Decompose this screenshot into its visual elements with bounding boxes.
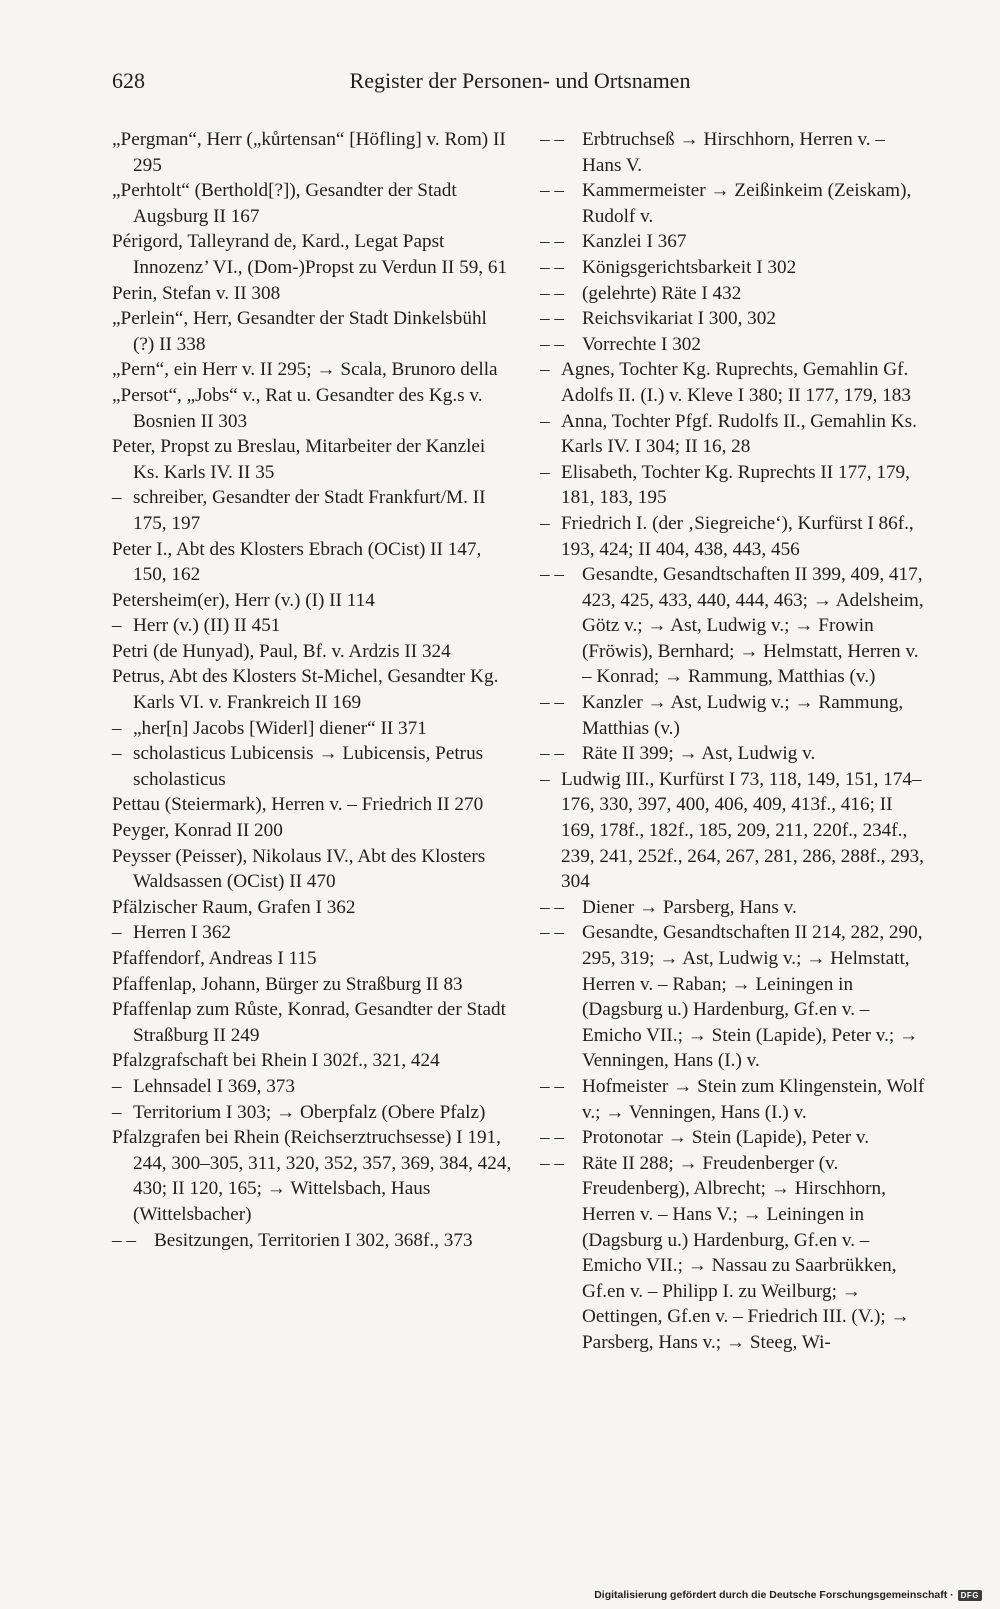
footer bbox=[594, 1589, 982, 1601]
entry-dash: – bbox=[112, 615, 122, 637]
index-entry bbox=[540, 357, 926, 408]
entry-dash: – – bbox=[540, 1127, 564, 1149]
index-entry bbox=[112, 127, 512, 178]
index-entry bbox=[540, 690, 926, 741]
entry-text: Hofmeister → Stein zum Klingenstein, Wolf v.; → Venningen, Hans (I.) v. bbox=[582, 1075, 925, 1123]
entry-text: Lehnsadel I 369, 373 bbox=[133, 1075, 295, 1097]
index-entry bbox=[112, 639, 512, 665]
index-entry bbox=[540, 409, 926, 460]
index-entry bbox=[112, 357, 512, 383]
index-entry bbox=[540, 562, 926, 690]
index-entry bbox=[540, 741, 926, 767]
left-column bbox=[112, 127, 512, 1253]
index-entry bbox=[540, 306, 926, 332]
entry-text: Kammermeister → Zeißinkeim (Zeiskam), Rudolf v. bbox=[582, 180, 912, 227]
entry-text: „Pern“, ein Herr v. II 295; → Scala, Brunoro della bbox=[112, 359, 498, 381]
entry-text: Anna, Tochter Pfgf. Rudolfs II., Gemahlin Ks. Karls IV. I 304; II 16, 28 bbox=[561, 410, 917, 458]
entry-dash: – – bbox=[540, 922, 564, 944]
entry-text: Perin, Stefan v. II 308 bbox=[112, 282, 281, 304]
entry-text: Gesandte, Gesandtschaften II 399, 409, 417, 423, 425, 433, 440, 444, 463; → Adelsheim, Götz v.; → Ast, Ludwig v.; → Frowin (Fröwis), Bernhard; → Helmstatt, Herren v. – Konrad; → Rammung, Matthias (v.) bbox=[582, 564, 924, 688]
index-entry bbox=[112, 537, 512, 588]
index-entry bbox=[112, 1074, 512, 1100]
index-entry bbox=[540, 767, 926, 895]
entry-text: scholasticus Lubicensis → Lubicensis, Petrus scholasticus bbox=[133, 743, 484, 790]
entry-text: Protonotar → Stein (Lapide), Peter v. bbox=[582, 1127, 870, 1149]
entry-dash: – – bbox=[540, 256, 564, 278]
entry-dash: – – bbox=[540, 282, 564, 304]
entry-text: Pfalzgrafen bei Rhein (Reichserztruchsesse) I 191, 244, 300–305, 311, 320, 352, 357, 369, 384, 424, 430; II 120, 165; → Wittelsbach, Haus (Wittelsbacher) bbox=[112, 1127, 512, 1225]
index-entry bbox=[112, 895, 512, 921]
entry-text: Ludwig III., Kurfürst I 73, 118, 149, 151, 174–176, 330, 397, 400, 406, 409, 413f., 416; II 169, 178f., 182f., 185, 209, 211, 220f., 234f., 239, 241, 252f., 264, 267, 281, 286, 288f., 293, 304 bbox=[561, 768, 924, 893]
index-entry bbox=[112, 844, 512, 895]
entry-text: Elisabeth, Tochter Kg. Ruprechts II 177, 179, 181, 183, 195 bbox=[561, 461, 910, 509]
entry-text: „her[n] Jacobs [Widerl] diener“ II 371 bbox=[133, 717, 427, 739]
page-header bbox=[112, 68, 908, 100]
entry-dash: – bbox=[540, 768, 550, 790]
index-entry bbox=[540, 920, 926, 1074]
entry-text: Diener → Parsberg, Hans v. bbox=[582, 896, 797, 918]
entry-text: „Persot“, „Jobs“ v., Rat u. Gesandter des Kg.s v. Bosnien II 303 bbox=[112, 384, 483, 432]
index-entry bbox=[112, 1125, 512, 1227]
index-entry bbox=[112, 997, 512, 1048]
entry-text: schreiber, Gesandter der Stadt Frankfurt/M. II 175, 197 bbox=[133, 487, 486, 534]
entry-dash: – – bbox=[540, 231, 564, 253]
entry-text: Gesandte, Gesandtschaften II 214, 282, 290, 295, 319; → Ast, Ludwig v.; → Helmstatt, Herren v. – Raban; → Leiningen in (Dagsburg u.) Hardenburg, Gf.en v. – Emicho VII.; → Stein (Lapide), Peter v.; → Venningen, Hans (I.) v. bbox=[582, 922, 923, 1072]
entry-text: „Pergman“, Herr („kůrtensan“ [Höfling] v. Rom) II 295 bbox=[112, 129, 506, 176]
entry-text: Räte II 399; → Ast, Ludwig v. bbox=[582, 743, 816, 765]
entry-dash: – – bbox=[112, 1229, 136, 1251]
footer-text: Digitalisierung gefördert durch die Deutsche Forschungsgemeinschaft · bbox=[594, 1589, 954, 1601]
index-entry bbox=[112, 818, 512, 844]
entry-text: Pfaffendorf, Andreas I 115 bbox=[112, 948, 317, 969]
entry-text: Territorium I 303; → Oberpfalz (Obere Pfalz) bbox=[133, 1101, 486, 1123]
index-entry bbox=[540, 127, 926, 178]
index-entry bbox=[112, 588, 512, 614]
index-entry bbox=[112, 383, 512, 434]
entry-text: Kanzler → Ast, Ludwig v.; → Rammung, Matthias (v.) bbox=[582, 692, 904, 739]
entry-dash: – – bbox=[540, 129, 564, 150]
entry-dash: – bbox=[112, 1075, 122, 1097]
index-entry bbox=[112, 434, 512, 485]
entry-dash: – bbox=[112, 922, 122, 944]
entry-text: (gelehrte) Räte I 432 bbox=[582, 282, 742, 304]
entry-text: Vorrechte I 302 bbox=[582, 333, 701, 355]
index-entry bbox=[112, 716, 512, 742]
entry-dash: – – bbox=[540, 180, 564, 202]
index-entry bbox=[540, 178, 926, 229]
entry-text: Peter I., Abt des Klosters Ebrach (OCist) II 147, 150, 162 bbox=[112, 538, 482, 586]
index-entry bbox=[112, 229, 512, 280]
entry-dash: – – bbox=[540, 896, 564, 918]
index-entry bbox=[112, 741, 512, 792]
index-entry bbox=[112, 1048, 512, 1074]
page-number: 628 bbox=[112, 68, 145, 93]
entry-text: Pettau (Steiermark), Herren v. – Friedrich II 270 bbox=[112, 794, 484, 816]
entry-text: Agnes, Tochter Kg. Ruprechts, Gemahlin Gf. Adolfs II. (I.) v. Kleve I 380; II 177, 179, 183 bbox=[561, 359, 911, 406]
entry-dash: – – bbox=[540, 743, 564, 765]
index-entry bbox=[112, 1100, 512, 1126]
index-entry bbox=[540, 281, 926, 307]
entry-text: Pfalzgrafschaft bei Rhein I 302f., 321, 424 bbox=[112, 1050, 440, 1072]
entry-text: Pfaffenlap zum Růste, Konrad, Gesandter der Stadt Straßburg II 249 bbox=[112, 999, 506, 1046]
entry-text: Pfaffenlap, Johann, Bürger zu Straßburg II 83 bbox=[112, 973, 463, 995]
entry-text: Peter, Propst zu Breslau, Mitarbeiter der Kanzlei Ks. Karls IV. II 35 bbox=[112, 436, 486, 483]
entry-text: Kanzlei I 367 bbox=[582, 231, 687, 253]
entry-dash: – bbox=[540, 359, 550, 381]
entry-dash: – – bbox=[540, 564, 564, 586]
index-entry bbox=[540, 229, 926, 255]
index-entry bbox=[112, 178, 512, 229]
index-entry bbox=[540, 255, 926, 281]
entry-dash: – – bbox=[540, 1075, 564, 1097]
entry-dash: – bbox=[112, 743, 122, 765]
index-entry bbox=[112, 613, 512, 639]
entry-dash: – bbox=[112, 717, 122, 739]
right-column bbox=[540, 127, 926, 1356]
entry-text: Périgord, Talleyrand de, Kard., Legat Papst Innozenz’ VI., (Dom-)Propst zu Verdun II 59, 61 bbox=[112, 231, 508, 278]
entry-text: Peysser (Peisser), Nikolaus IV., Abt des Klosters Waldsassen (OCist) II 470 bbox=[112, 845, 486, 893]
entry-dash: – bbox=[112, 1101, 122, 1123]
entry-text: Königsgerichtsbarkeit I 302 bbox=[582, 256, 797, 278]
index-entry bbox=[540, 332, 926, 358]
index-entry bbox=[540, 511, 926, 562]
entry-dash: – bbox=[112, 487, 122, 509]
entry-dash: – bbox=[540, 410, 550, 432]
entry-dash: – – bbox=[540, 1152, 564, 1174]
index-entry bbox=[540, 895, 926, 921]
entry-text: Petrus, Abt des Klosters St-Michel, Gesandter Kg. Karls VI. v. Frankreich II 169 bbox=[112, 666, 499, 714]
index-entry bbox=[112, 664, 512, 715]
entry-dash: – – bbox=[540, 692, 564, 714]
entry-text: Petersheim(er), Herr (v.) (I) II 114 bbox=[112, 589, 375, 611]
dfg-logo: DFG bbox=[958, 1590, 982, 1601]
index-entry bbox=[112, 792, 512, 818]
index-entry bbox=[112, 1228, 512, 1254]
index-entry bbox=[112, 485, 512, 536]
index-entry bbox=[112, 306, 512, 357]
entry-text: Friedrich I. (der ‚Siegreiche‘), Kurfürst I 86f., 193, 424; II 404, 438, 443, 456 bbox=[561, 512, 914, 560]
entry-text: Peyger, Konrad II 200 bbox=[112, 820, 283, 842]
index-entry bbox=[112, 946, 512, 972]
entry-text: Herr (v.) (II) II 451 bbox=[133, 615, 281, 637]
index-entry bbox=[112, 281, 512, 307]
entry-dash: – – bbox=[540, 308, 564, 330]
entry-text: Herren I 362 bbox=[133, 922, 232, 944]
entry-text: Petri (de Hunyad), Paul, Bf. v. Ardzis II 324 bbox=[112, 640, 451, 662]
entry-text: „Perlein“, Herr, Gesandter der Stadt Dinkelsbühl (?) II 338 bbox=[112, 308, 487, 355]
entry-text: Pfälzischer Raum, Grafen I 362 bbox=[112, 896, 356, 918]
index-entry bbox=[540, 1125, 926, 1151]
entry-dash: – bbox=[540, 512, 550, 534]
entry-text: „Perhtolt“ (Berthold[?]), Gesandter der Stadt Augsburg II 167 bbox=[112, 180, 457, 227]
index-entry bbox=[540, 460, 926, 511]
entry-dash: – – bbox=[540, 333, 564, 355]
index-entry bbox=[540, 1074, 926, 1125]
entry-dash: – bbox=[540, 461, 550, 483]
index-entry bbox=[540, 1151, 926, 1356]
page-title: Register der Personen- und Ortsnamen bbox=[349, 68, 691, 93]
entry-text: Erbtruchseß → Hirschhorn, Herren v. – Hans V. bbox=[582, 129, 885, 176]
index-entry bbox=[112, 972, 512, 998]
entry-text: Reichsvikariat I 300, 302 bbox=[582, 308, 776, 330]
index-entry bbox=[112, 920, 512, 946]
entry-text: Räte II 288; → Freudenberger (v. Freudenberg), Albrecht; → Hirschhorn, Herren v. – Hans V.; → Leiningen in (Dagsburg u.) Hardenburg, Gf.en v. – Emicho VII.; → Nassau zu Saarbrükken, Gf.en v. – Philipp I. zu Weilburg; → Oettingen, Gf.en v. – Friedrich III. (V.); → Parsberg, Hans v.; → Steeg, Wi- bbox=[582, 1152, 910, 1353]
entry-text: Besitzungen, Territorien I 302, 368f., 373 bbox=[154, 1229, 473, 1251]
